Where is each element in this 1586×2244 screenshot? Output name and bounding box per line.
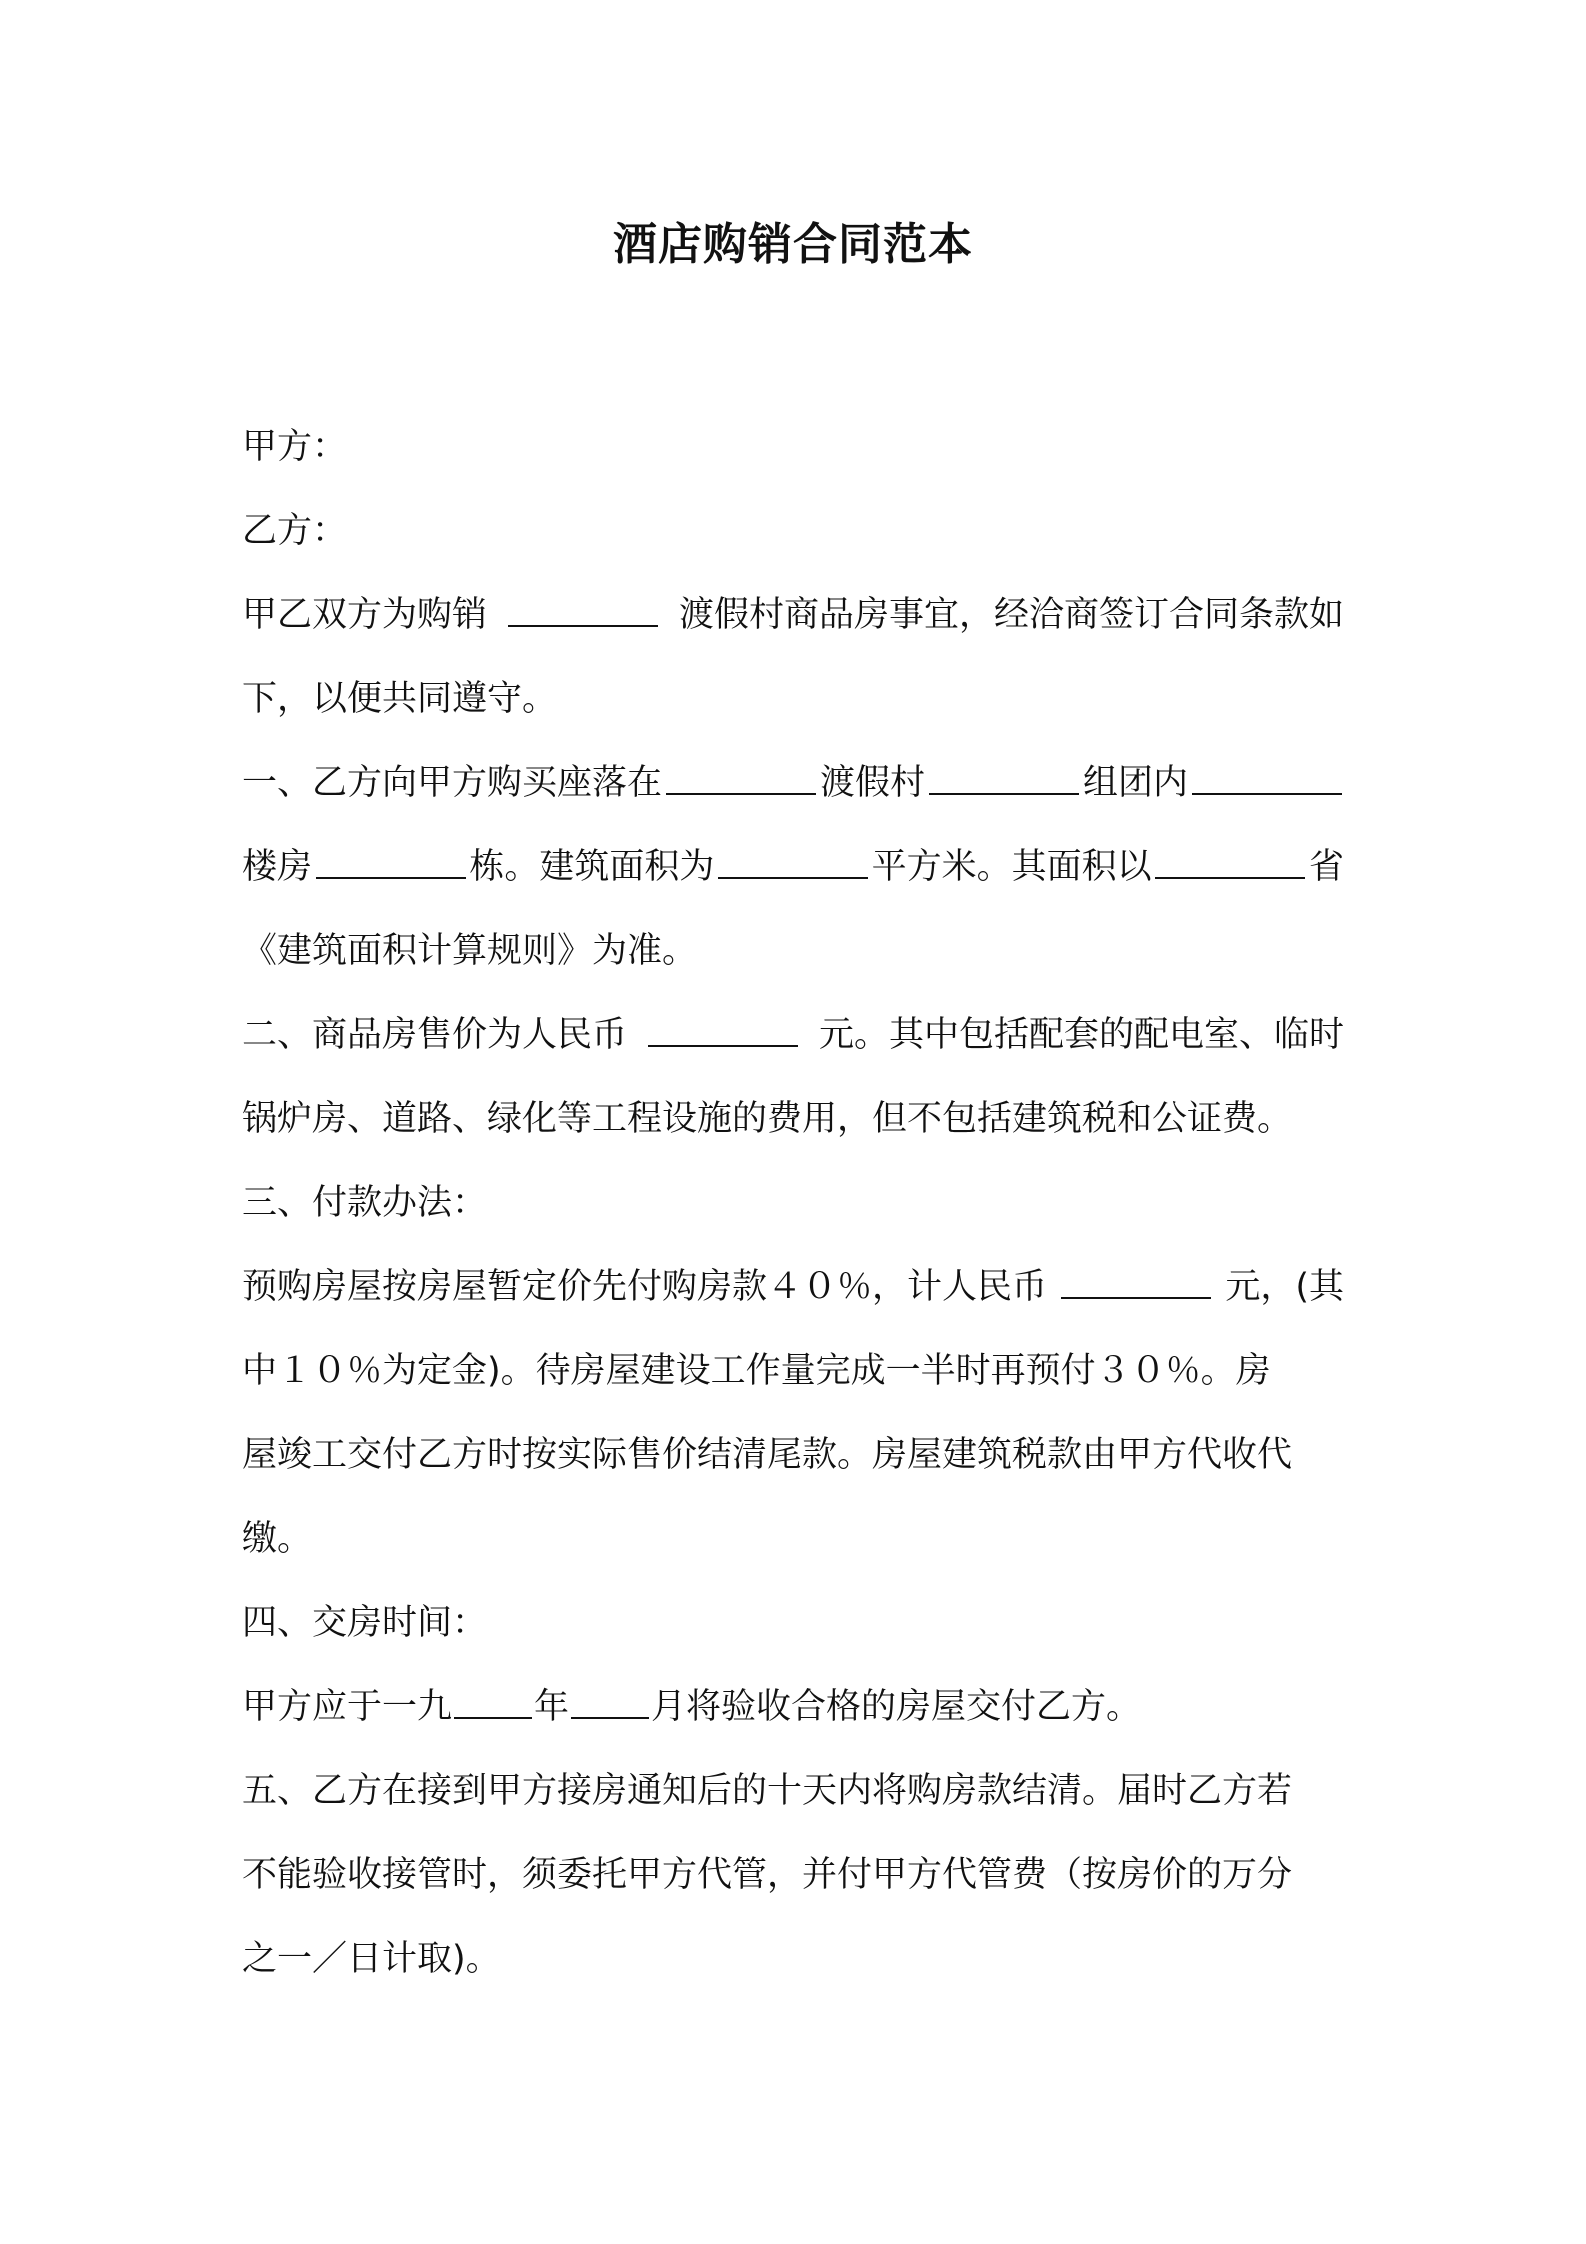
clause1-text-g: 省 xyxy=(1308,847,1344,887)
party-b-line xyxy=(242,489,1344,573)
intro-text-b: 渡假村商品房事宜，经洽商签订合同条款如 xyxy=(678,595,1344,635)
clause1-text-e: 栋。建筑面积为 xyxy=(469,847,715,887)
clause5-text-c: 之一／日计取)。 xyxy=(242,1939,501,1979)
clause1-text-a: 一、乙方向甲方购买座落在 xyxy=(242,763,663,803)
document-body xyxy=(242,405,1344,2001)
party-a-line xyxy=(242,405,1344,489)
clause3-line-3 xyxy=(242,1413,1344,1497)
blank-resort-name xyxy=(508,591,658,627)
intro-line-2 xyxy=(242,657,1344,741)
clause1-line-1 xyxy=(242,741,1344,825)
blank-area xyxy=(718,843,868,879)
blank-group xyxy=(1192,759,1342,795)
clause5-line-2 xyxy=(242,1833,1344,1917)
clause5-text-b: 不能验收接管时，须委托甲方代管，并付甲方代管费（按房价的万分 xyxy=(242,1855,1293,1895)
clause2-text-a: 二、商品房售价为人民币 xyxy=(242,1015,628,1055)
clause4-line-1 xyxy=(242,1665,1344,1749)
clause1-text-d: 楼房 xyxy=(242,847,313,887)
clause4-text-b: 年 xyxy=(534,1687,570,1727)
intro-text-c: 下，以便共同遵守。 xyxy=(242,679,558,719)
clause1-line-2 xyxy=(242,825,1344,909)
clause2-text-b: 元。其中包括配套的配电室、临时 xyxy=(818,1015,1344,1055)
blank-resort xyxy=(929,759,1079,795)
clause3-text-b: 元，(其 xyxy=(1225,1267,1344,1307)
clause2-line-2 xyxy=(242,1077,1344,1161)
clause4-heading-line xyxy=(242,1581,1344,1665)
blank-month xyxy=(571,1683,649,1719)
intro-line-1 xyxy=(242,573,1344,657)
intro-text-a: 甲乙双方为购销 xyxy=(242,595,488,635)
clause1-text-b: 渡假村 xyxy=(819,763,925,803)
blank-location xyxy=(666,759,816,795)
clause3-line-1 xyxy=(242,1245,1344,1329)
clause4-heading: 四、交房时间： xyxy=(242,1603,488,1643)
clause4-text-a: 甲方应于一九 xyxy=(242,1687,453,1727)
clause5-line-1 xyxy=(242,1749,1344,1833)
clause4-text-c: 月将验收合格的房屋交付乙方。 xyxy=(651,1687,1142,1727)
clause3-heading-line xyxy=(242,1161,1344,1245)
clause3-heading: 三、付款办法： xyxy=(242,1183,488,1223)
clause3-text-d: 屋竣工交付乙方时按实际售价结清尾款。房屋建筑税款由甲方代收代 xyxy=(242,1435,1293,1475)
clause3-line-4 xyxy=(242,1497,1344,1581)
clause2-line-1 xyxy=(242,993,1344,1077)
clause3-text-c: 中１０％为定金)。待房屋建设工作量完成一半时再预付３０％。房 xyxy=(242,1351,1271,1391)
blank-deposit-amount xyxy=(1061,1263,1211,1299)
clause5-line-3 xyxy=(242,1917,1344,2001)
blank-province xyxy=(1155,843,1305,879)
document-title: 酒店购销合同范本 xyxy=(613,219,973,270)
clause1-text-f: 平方米。其面积以 xyxy=(871,847,1152,887)
blank-price xyxy=(648,1011,798,1047)
blank-building xyxy=(316,843,466,879)
clause1-text-c: 组团内 xyxy=(1082,763,1188,803)
party-a-label: 甲方： xyxy=(242,427,348,467)
clause1-line-3 xyxy=(242,909,1344,993)
party-b-label: 乙方： xyxy=(242,511,348,551)
clause1-text-h: 《建筑面积计算规则》为准。 xyxy=(242,931,698,971)
clause5-text-a: 五、乙方在接到甲方接房通知后的十天内将购房款结清。届时乙方若 xyxy=(242,1771,1293,1811)
blank-year xyxy=(454,1683,532,1719)
clause2-text-c: 锅炉房、道路、绿化等工程设施的费用，但不包括建筑税和公证费。 xyxy=(242,1099,1293,1139)
clause3-line-2 xyxy=(242,1329,1344,1413)
clause3-text-a: 预购房屋按房屋暂定价先付购房款４０％，计人民币 xyxy=(242,1267,1048,1307)
clause3-text-e: 缴。 xyxy=(242,1519,313,1559)
